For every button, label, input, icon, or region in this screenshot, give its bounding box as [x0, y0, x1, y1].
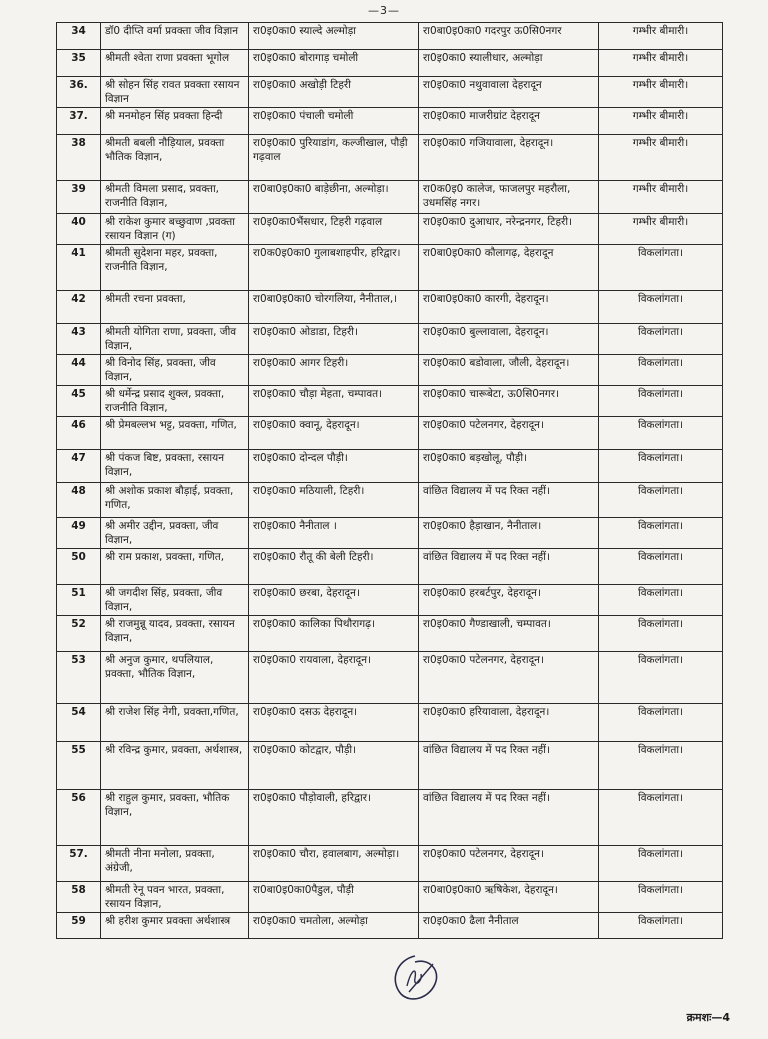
- serial-number: 50: [57, 549, 101, 585]
- requested-school: रा0इ0का0 पटेलनगर, देहरादून।: [419, 652, 599, 704]
- current-school: रा0इ0का0 पंचाली चमोली: [249, 108, 419, 135]
- teacher-name: श्रीमती योगिता राणा, प्रवक्ता, जीव विज्ञान,: [101, 324, 249, 355]
- table-row: [57, 50, 723, 77]
- table-row: [57, 386, 723, 417]
- current-school: रा0क0इ0का0 गुलाबशाहपीर, हरिद्वार।: [249, 245, 419, 291]
- requested-school: रा0इ0का0 हरबर्टपुर, देहरादून।: [419, 585, 599, 616]
- requested-school: रा0इ0का0 हैड़ाखान, नैनीताल।: [419, 518, 599, 549]
- table-row: [57, 324, 723, 355]
- current-school: रा0बा0इ0का0पैडुल, पौड़ी: [249, 882, 419, 913]
- table-row: [57, 742, 723, 790]
- transfer-table: [56, 22, 723, 939]
- teacher-name: श्रीमती विमला प्रसाद, प्रवक्ता, राजनीति विज्ञान,: [101, 181, 249, 214]
- transfer-reason: विकलांगता।: [599, 882, 723, 913]
- requested-school: रा0बा0इ0का0 ऋषिकेश, देहरादून।: [419, 882, 599, 913]
- teacher-name: श्री पंकज बिष्ट, प्रवक्ता, रसायन विज्ञान,: [101, 450, 249, 483]
- table-row: [57, 450, 723, 483]
- transfer-reason: विकलांगता।: [599, 483, 723, 518]
- requested-school: वांछित विद्यालय में पद रिक्त नहीं।: [419, 790, 599, 846]
- requested-school: रा0बा0इ0का0 कौलागढ़, देहरादून: [419, 245, 599, 291]
- serial-number: 46: [57, 417, 101, 450]
- current-school: रा0इ0का0 चमतोला, अल्मोड़ा: [249, 913, 419, 939]
- requested-school: रा0इ0का0 स्यालीधार, अल्मोड़ा: [419, 50, 599, 77]
- current-school: रा0इ0का0 दोन्दल पौड़ी।: [249, 450, 419, 483]
- teacher-name: श्री राजेश सिंह नेगी, प्रवक्ता,गणित,: [101, 704, 249, 742]
- requested-school: रा0इ0का0 दुआधार, नरेन्द्रनगर, टिहरी।: [419, 214, 599, 245]
- serial-number: 59: [57, 913, 101, 939]
- continuation-note: क्रमशः—4: [686, 1011, 730, 1024]
- serial-number: 43: [57, 324, 101, 355]
- serial-number: 55: [57, 742, 101, 790]
- requested-school: रा0इ0का0 चारूबेटा, ऊ0सि0नगर।: [419, 386, 599, 417]
- requested-school: रा0इ0का0 बुल्लावाला, देहरादून।: [419, 324, 599, 355]
- requested-school: रा0इ0का0 बडोवाला, जौली, देहरादून।: [419, 355, 599, 386]
- table-row: [57, 846, 723, 882]
- requested-school: रा0इ0का0 माजरीग्रांट देहरादून: [419, 108, 599, 135]
- current-school: रा0इ0का0 मठियाली, टिहरी।: [249, 483, 419, 518]
- transfer-reason: विकलांगता।: [599, 704, 723, 742]
- transfer-reason: गम्भीर बीमारी।: [599, 23, 723, 50]
- current-school: रा0इ0का0 कोटद्वार, पौड़ी।: [249, 742, 419, 790]
- serial-number: 44: [57, 355, 101, 386]
- current-school: रा0इ0का0 कालिका पिथौरागढ़।: [249, 616, 419, 652]
- table-row: [57, 108, 723, 135]
- teacher-name: श्रीमती सुदेशना महर, प्रवक्ता, राजनीति विज्ञान,: [101, 245, 249, 291]
- teacher-name: श्रीमती नीना मनोला, प्रवक्ता, अंग्रेजी,: [101, 846, 249, 882]
- requested-school: रा0इ0का0 हरियावाला, देहरादून।: [419, 704, 599, 742]
- transfer-reason: गम्भीर बीमारी।: [599, 214, 723, 245]
- transfer-reason: विकलांगता।: [599, 585, 723, 616]
- table-row: [57, 291, 723, 324]
- serial-number: 34: [57, 23, 101, 50]
- serial-number: 53: [57, 652, 101, 704]
- requested-school: रा0इ0का0 ढैला नैनीताल: [419, 913, 599, 939]
- transfer-reason: विकलांगता।: [599, 790, 723, 846]
- serial-number: 45: [57, 386, 101, 417]
- current-school: रा0इ0का0 रायवाला, देहरादून।: [249, 652, 419, 704]
- current-school: रा0इ0का0 अखोड़ी टिहरी: [249, 77, 419, 108]
- teacher-name: श्री धर्मेन्द्र प्रसाद शुक्ल, प्रवक्ता, राजनीति विज्ञान,: [101, 386, 249, 417]
- current-school: रा0इ0का0 बोरागाड़ चमोली: [249, 50, 419, 77]
- table-row: [57, 483, 723, 518]
- requested-school: वांछित विद्यालय में पद रिक्त नहीं।: [419, 549, 599, 585]
- current-school: रा0इ0का0 ओडाडा, टिहरी।: [249, 324, 419, 355]
- table-row: [57, 77, 723, 108]
- serial-number: 42: [57, 291, 101, 324]
- requested-school: रा0इ0का0 नथुवावाला देहरादून: [419, 77, 599, 108]
- requested-school: रा0बा0इ0का0 कारगी, देहरादून।: [419, 291, 599, 324]
- requested-school: रा0इ0का0 पटेलनगर, देहरादून।: [419, 846, 599, 882]
- current-school: रा0इ0का0 आगर टिहरी।: [249, 355, 419, 386]
- transfer-reason: विकलांगता।: [599, 355, 723, 386]
- table-row: [57, 518, 723, 549]
- current-school: रा0इ0का0 स्याल्दे अल्मोड़ा: [249, 23, 419, 50]
- table-row: [57, 355, 723, 386]
- signature-mark: [385, 952, 445, 1004]
- current-school: रा0इ0का0 पुरियाडांग, कल्जीखाल, पौड़ी गढ़वाल: [249, 135, 419, 181]
- serial-number: 56: [57, 790, 101, 846]
- page-number: —3—: [368, 4, 400, 17]
- transfer-reason: गम्भीर बीमारी।: [599, 135, 723, 181]
- teacher-name: श्री अमीर उद्दीन, प्रवक्ता, जीव विज्ञान,: [101, 518, 249, 549]
- current-school: रा0इ0का0 चौरा, हवालबाग, अल्मोड़ा।: [249, 846, 419, 882]
- current-school: रा0इ0का0 दसऊ देहरादून।: [249, 704, 419, 742]
- serial-number: 52: [57, 616, 101, 652]
- table-row: [57, 652, 723, 704]
- table-row: [57, 704, 723, 742]
- serial-number: 41: [57, 245, 101, 291]
- transfer-reason: गम्भीर बीमारी।: [599, 108, 723, 135]
- teacher-name: श्री राकेश कुमार बच्छुवाण ,प्रवक्ता रसायन विज्ञान (ग): [101, 214, 249, 245]
- current-school: रा0बा0इ0का0 चोरगलिया, नैनीताल,।: [249, 291, 419, 324]
- current-school: रा0बा0इ0का0 बाड़ेछीना, अल्मोड़ा।: [249, 181, 419, 214]
- transfer-reason: विकलांगता।: [599, 742, 723, 790]
- table-row: [57, 549, 723, 585]
- teacher-name: श्री रविन्द्र कुमार, प्रवक्ता, अर्थशास्त्र,: [101, 742, 249, 790]
- requested-school: रा0इ0का0 गैण्डाखाली, चम्पावत।: [419, 616, 599, 652]
- transfer-reason: विकलांगता।: [599, 652, 723, 704]
- transfer-reason: विकलांगता।: [599, 913, 723, 939]
- current-school: रा0इ0का0 रौतू की बेली टिहरी।: [249, 549, 419, 585]
- table-row: [57, 135, 723, 181]
- transfer-reason: विकलांगता।: [599, 846, 723, 882]
- table-row: [57, 245, 723, 291]
- transfer-reason: गम्भीर बीमारी।: [599, 77, 723, 108]
- serial-number: 51: [57, 585, 101, 616]
- serial-number: 57.: [57, 846, 101, 882]
- serial-number: 47: [57, 450, 101, 483]
- teacher-name: श्री हरीश कुमार प्रवक्ता अर्थशास्त्र: [101, 913, 249, 939]
- table-row: [57, 616, 723, 652]
- transfer-reason: विकलांगता।: [599, 450, 723, 483]
- teacher-name: श्री राजमुन्नू यादव, प्रवक्ता, रसायन विज्ञान,: [101, 616, 249, 652]
- requested-school: वांछित विद्यालय में पद रिक्त नहीं।: [419, 483, 599, 518]
- teacher-name: श्री राम प्रकाश, प्रवक्ता, गणित,: [101, 549, 249, 585]
- current-school: रा0इ0का0 चौड़ा मेहता, चम्पावत।: [249, 386, 419, 417]
- current-school: रा0इ0का0 क्वानू, देहरादून।: [249, 417, 419, 450]
- teacher-name: श्री जगदीश सिंह, प्रवक्ता, जीव विज्ञान,: [101, 585, 249, 616]
- teacher-name: श्रीमती श्वेता राणा प्रवक्ता भूगोल: [101, 50, 249, 77]
- serial-number: 38: [57, 135, 101, 181]
- serial-number: 54: [57, 704, 101, 742]
- teacher-name: श्री सोहन सिंह रावत प्रवक्ता रसायन विज्ञान: [101, 77, 249, 108]
- teacher-name: श्रीमती रचना प्रवक्ता,: [101, 291, 249, 324]
- transfer-reason: विकलांगता।: [599, 417, 723, 450]
- serial-number: 36.: [57, 77, 101, 108]
- transfer-reason: विकलांगता।: [599, 518, 723, 549]
- current-school: रा0इ0का0 नैनीताल ।: [249, 518, 419, 549]
- table-row: [57, 23, 723, 50]
- transfer-reason: विकलांगता।: [599, 291, 723, 324]
- transfer-reason: विकलांगता।: [599, 324, 723, 355]
- transfer-reason: गम्भीर बीमारी।: [599, 181, 723, 214]
- teacher-name: श्री मनमोहन सिंह प्रवक्ता हिन्दी: [101, 108, 249, 135]
- requested-school: रा0इ0का0 बड़खोलू, पौड़ी।: [419, 450, 599, 483]
- transfer-reason: विकलांगता।: [599, 386, 723, 417]
- teacher-name: डॉ0 दीप्ति वर्मा प्रवक्ता जीव विज्ञान: [101, 23, 249, 50]
- teacher-name: श्री अनुज कुमार, थपलियाल, प्रवक्ता, भौतिक विज्ञान,: [101, 652, 249, 704]
- serial-number: 58: [57, 882, 101, 913]
- requested-school: वांछित विद्यालय में पद रिक्त नहीं।: [419, 742, 599, 790]
- current-school: रा0इ0का0 छरबा, देहरादून।: [249, 585, 419, 616]
- table-row: [57, 882, 723, 913]
- current-school: रा0इ0का0 पौड़ोवाली, हरिद्वार।: [249, 790, 419, 846]
- table-row: [57, 585, 723, 616]
- current-school: रा0इ0का0भैंसधार, टिहरी गढ़वाल: [249, 214, 419, 245]
- table-row: [57, 417, 723, 450]
- teacher-name: श्री अशोक प्रकाश बौड़ाई, प्रवक्ता, गणित,: [101, 483, 249, 518]
- serial-number: 37.: [57, 108, 101, 135]
- table-row: [57, 214, 723, 245]
- serial-number: 39: [57, 181, 101, 214]
- teacher-name: श्री विनोद सिंह, प्रवक्ता, जीव विज्ञान,: [101, 355, 249, 386]
- teacher-name: श्रीमती रेनू पवन भारत, प्रवक्ता, रसायन विज्ञान,: [101, 882, 249, 913]
- serial-number: 35: [57, 50, 101, 77]
- transfer-reason: गम्भीर बीमारी।: [599, 50, 723, 77]
- teacher-name: श्री प्रेमबल्लभ भट्ट, प्रवक्ता, गणित,: [101, 417, 249, 450]
- transfer-reason: विकलांगता।: [599, 616, 723, 652]
- serial-number: 48: [57, 483, 101, 518]
- serial-number: 49: [57, 518, 101, 549]
- transfer-reason: विकलांगता।: [599, 549, 723, 585]
- table-row: [57, 790, 723, 846]
- teacher-name: श्री राहुल कुमार, प्रवक्ता, भौतिक विज्ञान,: [101, 790, 249, 846]
- requested-school: रा0इ0का0 पटेलनगर, देहरादून।: [419, 417, 599, 450]
- requested-school: रा0क0इ0 कालेज, फाजलपुर महरौला, उधमसिंह नगर।: [419, 181, 599, 214]
- teacher-name: श्रीमती बबली नौड़ियाल, प्रवक्ता भौतिक विज्ञान,: [101, 135, 249, 181]
- transfer-reason: विकलांगता।: [599, 245, 723, 291]
- requested-school: रा0बा0इ0का0 गदरपुर ऊ0सि0नगर: [419, 23, 599, 50]
- table-row: [57, 913, 723, 939]
- table-row: [57, 181, 723, 214]
- serial-number: 40: [57, 214, 101, 245]
- requested-school: रा0इ0का0 गजियावाला, देहरादून।: [419, 135, 599, 181]
